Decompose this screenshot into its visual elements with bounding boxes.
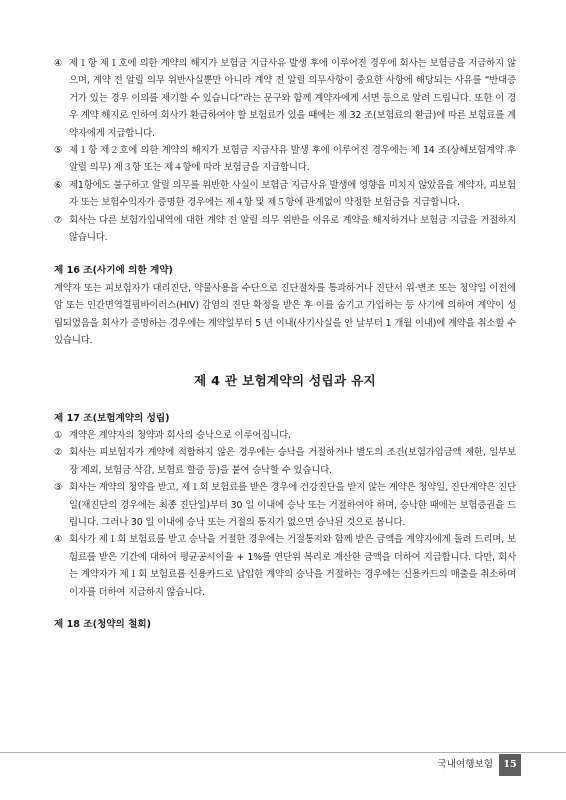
clause-item xyxy=(54,444,516,479)
clause-number: ⑦ xyxy=(54,214,63,226)
chapter-title: 제 4 관 보험계약의 성립과 유지 xyxy=(193,372,377,388)
clause-item xyxy=(54,55,516,142)
clause-item xyxy=(54,531,516,601)
article-17-heading: 제 17 조(보험계약의 성립) xyxy=(54,412,170,424)
clause-text: 제1항에도 불구하고 알릴 의무를 위반한 사실이 보험금 지급사유 발생에 영향을 미치지 않았음을 계약자, 피보험자 또는 보험수익자가 증명한 경우에는 제４항 및 제５항에 관계없이 약정한 보험금을 지급합니다. xyxy=(69,179,516,209)
clause-item xyxy=(54,177,516,212)
clause-item xyxy=(54,479,516,531)
article-16-heading: 제 16 조(사기에 의한 계약) xyxy=(54,265,173,277)
clause-text: 회사는 피보험자가 계약에 적합하지 않은 경우에는 승낙을 거절하거나 별도의 조건(보험가입금액 제한, 일부보장 제외, 보험금 삭감, 보험료 할증 등)을 붙여 승낙할 수 있습니다. xyxy=(69,447,516,476)
clause-number: ③ xyxy=(54,482,63,494)
clause-number: ⑤ xyxy=(54,145,63,157)
clause-number: ⑥ xyxy=(54,179,63,191)
clause-number: ④ xyxy=(54,534,63,546)
clause-item xyxy=(54,212,516,247)
clause-number: ④ xyxy=(54,58,63,69)
clause-number: ① xyxy=(54,429,63,441)
clause-text: 제１항 제２호에 의한 계약의 해지가 보험금 지급사유 발생 후에 이루어진 경우에는 제 14 조(상해보험계약 후 알릴 의무) 제３항 또는 제４항에 따라 보험금을 지급합니다. xyxy=(69,145,516,174)
clause-text: 제１항 제１호에 의한 계약의 해지가 보험금 지급사유 발생 후에 이루어진 경우에 회사는 보험금을 지급하지 않으며, 계약 전 알릴 의무 위반사실뿐만 아니라 계약 전 알릴 의무사항이 중요한 사항에 해당되는 사유를 “반대증거가 있는 경우 이의를 제기할 수 있습니다”라는 문구와 함께 계약자에게 서면 등으로 알려 드립니다. 또한 이 경우 계약 해지로 인하여 회사가 환급하여야 할 보험료가 있을 때에는 제 32 조(보험료의 환급)에 따른 보험료를 계약자에게 지급합니다. xyxy=(69,58,516,139)
clause-text: 회사는 계약의 청약을 받고, 제１회 보험료를 받은 경우에 건강진단을 받지 않는 계약은 청약일, 진단계약은 진단일(재진단의 경우에는 최종 진단일)부터 30 일 이내에 승낙 또는 거절하여야 하며, 승낙한 때에는 보험증권을 드립니다. 그러나 30 일 이내에 승낙 또는 거절의 통지가 없으면 승낙된 것으로 봅니다. xyxy=(69,482,516,528)
clause-item xyxy=(54,142,516,177)
page-number: 15 xyxy=(499,754,521,776)
footer-document-title: 국내여행보험 xyxy=(437,759,493,770)
clause-list-article15 xyxy=(54,55,516,246)
clause-text: 회사가 제１회 보험료를 받고 승낙을 거절한 경우에는 거절통지와 함께 받은 금액을 계약자에게 돌려 드리며, 보험료를 받은 기간에 대하여 평균공시이율 + 1%를 연단위 복리로 계산한 금액을 더하여 지급합니다. 다만, 회사는 계약자가 제１회 보험료를 신용카드로 납입한 계약의 승낙을 거절하는 경우에는 신용카드의 매출을 취소하며 이자를 더하여 지급하지 않습니다. xyxy=(69,534,516,598)
article-16-text: 계약자 또는 피보험자가 대리진단, 약물사용을 수단으로 진단절차를 통과하거나 진단서 위·변조 또는 청약일 이전에 암 또는 인간면역결핍바이러스(HIV) 감염의 진단 확정을 받은 후 이를 숨기고 가입하는 등 사기에 의하여 계약이 성립되었음을 회사가 증명하는 경우에는 계약일부터 5 년 이내(사기사실을 안 날부터 1 개월 이내)에 계약을 취소할 수 있습니다. xyxy=(54,282,516,347)
page-body xyxy=(54,55,516,633)
article-18-heading: 제 18 조(청약의 철회) xyxy=(54,618,152,630)
clause-text: 계약은 계약자의 청약과 회사의 승낙으로 이루어집니다. xyxy=(69,429,291,441)
clause-list-article17 xyxy=(54,427,516,601)
clause-text: 회사는 다른 보험가입내역에 대한 계약 전 알릴 의무 위반을 이유로 계약을 해지하거나 보험금 지급을 거절하지 않습니다. xyxy=(69,214,516,244)
footer-divider xyxy=(0,752,566,753)
clause-number: ② xyxy=(54,447,63,459)
clause-item xyxy=(54,427,516,444)
